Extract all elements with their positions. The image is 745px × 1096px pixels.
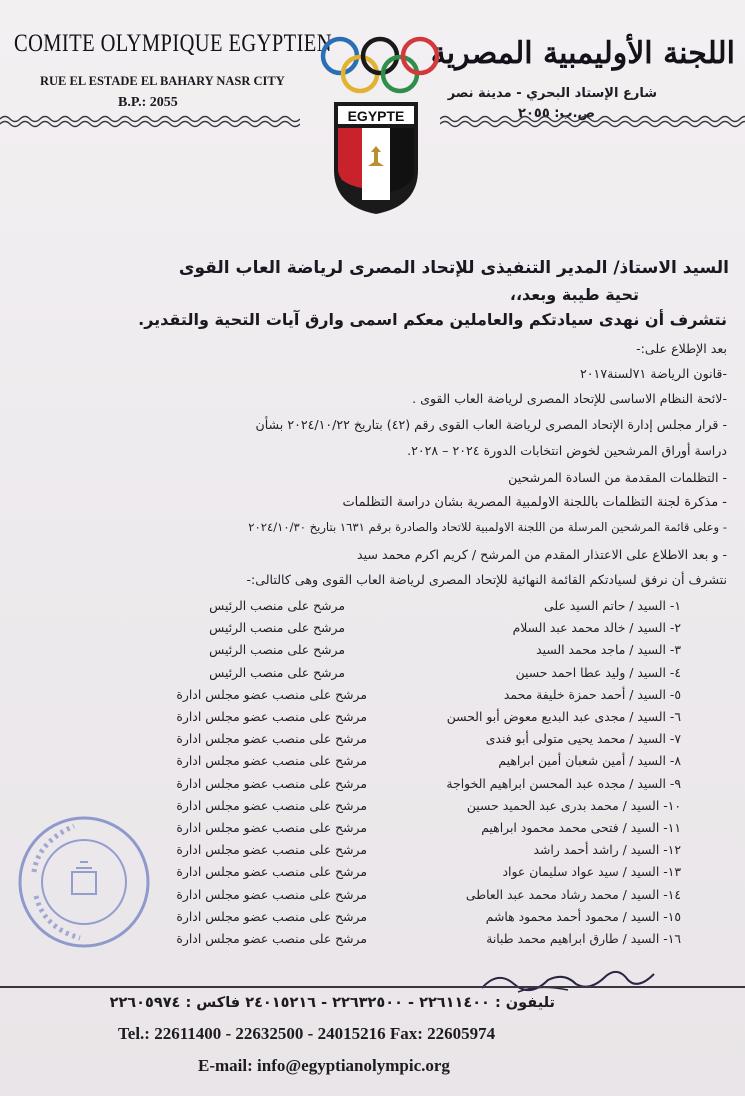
- reference-3-cont: دراسة أوراق المرشحين لخوض انتخابات الدورة ٢٠٢٤ – ٢٠٢٨.: [407, 443, 727, 458]
- candidate-role: مرشح على منصب عضو مجلس ادارة: [176, 864, 367, 879]
- wavy-rule-right: [440, 114, 745, 128]
- candidate-name: ٥- السيد / أحمد حمزة خليفة محمد: [503, 687, 681, 702]
- candidate-name: ١- السيد / حاتم السيد على: [544, 598, 681, 613]
- candidate-role: مرشح على منصب الرئيس: [209, 620, 345, 635]
- after-review-line: بعد الإطلاع على:-: [636, 341, 727, 356]
- recipient-line: السيد الاستاذ/ المدير التنفيذى للإتحاد المصرى لرياضة العاب القوى: [178, 258, 729, 278]
- candidate-role: مرشح على منصب عضو مجلس ادارة: [176, 687, 367, 702]
- candidate-role: مرشح على منصب عضو مجلس ادارة: [176, 753, 367, 768]
- candidate-name: ١١- السيد / فتحى محمد محمود ابراهيم: [481, 820, 681, 835]
- footer-phones-ar: تليفون : ٢٢٦١١٤٠٠ - ٢٢٦٣٢٥٠٠ - ٢٤٠١٥٢١٦ فاكس : ٢٢٦٠٥٩٧٤: [109, 995, 555, 1011]
- candidate-name: ١٥- السيد / محمود أحمد محمود هاشم: [485, 909, 681, 924]
- candidate-role: مرشح على منصب الرئيس: [209, 598, 345, 613]
- candidate-name: ٩- السيد / مجده عبد المحسن ابراهيم الخواجة: [446, 776, 681, 791]
- candidate-role: مرشح على منصب عضو مجلس ادارة: [176, 842, 367, 857]
- egypt-shield-emblem: [330, 100, 422, 216]
- candidate-role: مرشح على منصب الرئيس: [209, 642, 345, 657]
- emblem-text: EGYPTE: [347, 108, 405, 124]
- candidate-name: ٦- السيد / مجدى عبد البديع معوض أبو الحسن: [446, 709, 681, 724]
- candidate-name: ١٣- السيد / سيد عواد سليمان عواد: [502, 864, 681, 879]
- wavy-rule-left: [0, 114, 300, 128]
- address-ar: شارع الإستاد البحري - مدينة نصر: [447, 86, 657, 101]
- official-stamp: [14, 812, 154, 952]
- org-name-fr: COMITE OLYMPIQUE EGYPTIEN: [14, 30, 332, 57]
- reference-2: -لائحة النظام الاساسى للإتحاد المصرى لرياضة العاب القوى .: [412, 391, 727, 406]
- candidate-name: ١٠- السيد / محمد بدرى عبد الحميد حسين: [466, 798, 681, 813]
- footer-phones-en: Tel.: 22611400 - 22632500 - 24015216 Fax: 22605974: [118, 1024, 496, 1043]
- intro-list-line: نتشرف أن نرفق لسيادتكم القائمة النهائية للإتحاد المصرى لرياضة العاب القوى وهى كالتالى:-: [246, 572, 727, 587]
- candidate-name: ١٦- السيد / طارق ابراهيم محمد طبانة: [486, 931, 681, 946]
- candidate-name: ٢- السيد / خالد محمد عبد السلام: [512, 620, 681, 635]
- candidate-role: مرشح على منصب عضو مجلس ادارة: [176, 909, 367, 924]
- po-box-ar: ص.ب: ٢٠٥٥: [518, 106, 595, 121]
- footer-email: E-mail: info@egyptianolympic.org: [198, 1056, 450, 1075]
- candidate-name: ١٤- السيد / محمد رشاد محمد عبد العاطى: [465, 887, 681, 902]
- candidate-role: مرشح على منصب عضو مجلس ادارة: [176, 731, 367, 746]
- opening-line: نتشرف أن نهدى سيادتكم والعاملين معكم اسمى وارق آيات التحية والتقدير.: [138, 310, 727, 329]
- reference-5: - مذكرة لجنة التظلمات باللجنة الاولمبية المصرية بشان دراسة التظلمات: [342, 495, 727, 510]
- candidate-role: مرشح على منصب الرئيس: [209, 665, 345, 680]
- reference-3: - قرار مجلس إدارة الإتحاد المصرى لرياضة العاب القوى رقم (٤٢) بتاريخ ٢٠٢٤/١٠/٢٢ بشأن: [255, 417, 727, 432]
- greeting-line: تحية طيبة وبعد،،: [509, 285, 639, 304]
- olympic-rings-logo: [318, 34, 444, 98]
- candidate-role: مرشح على منصب عضو مجلس ادارة: [176, 709, 367, 724]
- po-box-fr: B.P.: 2055: [118, 95, 178, 110]
- org-name-ar: اللجنة الأوليمبية المصرية: [430, 36, 735, 71]
- candidate-name: ٧- السيد / محمد يحيى متولى أبو فندى: [485, 731, 681, 746]
- reference-6: - وعلى قائمة المرشحين المرسلة من اللجنة الاولمبية للاتحاد والصادرة برقم ١٦٣١ بتاريخ ٢٠٢٤/١٠/٣٠: [248, 520, 727, 534]
- candidate-role: مرشح على منصب عضو مجلس ادارة: [176, 887, 367, 902]
- signature: [478, 962, 658, 996]
- candidate-role: مرشح على منصب عضو مجلس ادارة: [176, 798, 367, 813]
- reference-7: - و بعد الاطلاع على الاعتذار المقدم من المرشح / كريم اكرم محمد سيد: [357, 547, 727, 562]
- candidate-role: مرشح على منصب عضو مجلس ادارة: [176, 776, 367, 791]
- reference-1: -قانون الرياضة ٧١لسنة٢٠١٧: [580, 366, 727, 381]
- candidate-role: مرشح على منصب عضو مجلس ادارة: [176, 931, 367, 946]
- reference-4: - التظلمات المقدمة من السادة المرشحين: [508, 470, 727, 485]
- candidate-name: ٤- السيد / وليد عطا احمد حسين: [515, 665, 681, 680]
- candidate-name: ٨- السيد / أمين شعبان أمين ابراهيم: [498, 753, 681, 768]
- address-fr: RUE EL ESTADE EL BAHARY NASR CITY: [40, 74, 285, 88]
- candidate-name: ٣- السيد / ماجد محمد السيد: [536, 642, 681, 657]
- candidate-name: ١٢- السيد / راشد أحمد راشد: [533, 842, 681, 857]
- footer-divider: [0, 986, 745, 988]
- candidate-role: مرشح على منصب عضو مجلس ادارة: [176, 820, 367, 835]
